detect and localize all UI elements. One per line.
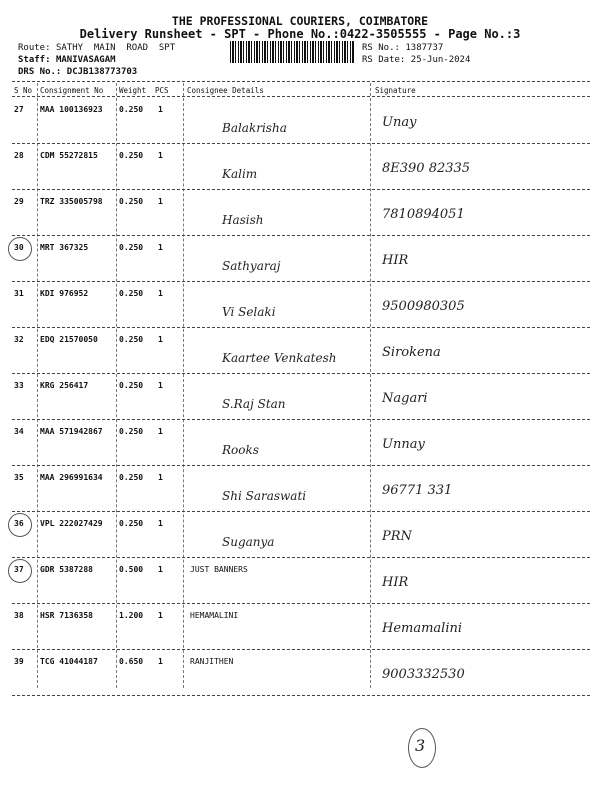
rs-date-value: 25-Jun-2024 [410,55,471,65]
row-sno: 30 [14,243,24,252]
row-sno: 34 [14,427,24,436]
rs-date-label: RS Date: [362,55,406,65]
row-sno: 38 [14,611,24,620]
row-separator [12,649,590,650]
row-pcs: 1 [158,151,163,160]
row-separator [12,511,590,512]
row-weight: 0.250 [119,427,144,436]
row-consignee-handwriting: Suganya [222,535,275,549]
row-consignee: HEMAMALINI [190,611,239,620]
col-header-consignee: Consignee Details [187,86,264,95]
row-consignee-handwriting: Kaartee Venkatesh [222,351,337,365]
row-signature: Sirokena [382,345,441,360]
row-pcs: 1 [158,427,163,436]
row-signature: 8E390 82335 [382,161,471,176]
rs-no-line [362,43,443,53]
row-signature: HIR [382,253,409,268]
row-pcs: 1 [158,335,163,344]
col-divider [183,83,184,688]
row-sno: 37 [14,565,24,574]
row-separator [12,603,590,604]
col-divider [116,83,117,688]
sno-circle-mark [8,237,32,261]
row-weight: 0.650 [119,657,144,666]
row-sno: 35 [14,473,24,482]
col-divider [370,83,371,688]
row-weight: 0.250 [119,519,144,528]
staff-value: MANIVASAGAM [55,55,116,65]
row-signature: Hemamalini [382,621,463,636]
row-separator [12,557,590,558]
row-consignee-handwriting: Shi Saraswati [222,489,307,503]
row-signature: 9500980305 [382,299,465,314]
header-rule-bottom [12,96,590,97]
row-consignment-no: MAA 100136923 [40,105,103,114]
row-signature: Nagari [382,391,428,406]
row-consignment-no: EDQ 21570050 [40,335,98,344]
row-separator [12,465,590,466]
row-weight: 1.200 [119,611,144,620]
col-header-weight: Weight [119,86,147,95]
row-consignment-no: KDI 976952 [40,289,89,298]
row-consignee-handwriting: Sathyaraj [222,259,281,273]
row-weight: 0.250 [119,335,144,344]
row-consignment-no: TCG 41044187 [40,657,98,666]
row-separator [12,143,590,144]
row-sno: 29 [14,197,24,206]
col-header-pcs: PCS [155,86,169,95]
rs-no-value: 1387737 [405,43,444,53]
company-title: THE PROFESSIONAL COURIERS, COIMBATORE [171,14,429,28]
row-consignee-handwriting: Kalim [222,167,258,181]
row-pcs: 1 [158,105,163,114]
row-consignment-no: GDR 5387288 [40,565,93,574]
row-pcs: 1 [158,611,163,620]
row-separator [12,235,590,236]
row-weight: 0.250 [119,473,144,482]
header-rule-top [12,81,590,82]
row-consignment-no: MAA 571942867 [40,427,103,436]
row-consignee: JUST BANNERS [190,565,248,574]
row-signature: 96771 331 [382,483,453,498]
row-separator [12,373,590,374]
row-signature: PRN [382,529,412,544]
row-separator [12,189,590,190]
drs-value: DCJB138773703 [66,67,138,77]
sno-circle-mark [8,513,32,537]
row-weight: 0.250 [119,197,144,206]
row-consignment-no: HSR 7136358 [40,611,93,620]
route-value: SATHY MAIN ROAD SPT [55,43,176,53]
row-signature: Unay [382,115,417,130]
col-divider [37,83,38,688]
row-signature: 9003332530 [382,667,465,682]
sno-circle-mark [8,559,32,583]
row-consignee-handwriting: Vi Selaki [222,305,276,319]
rs-no-label: RS No.: [362,43,400,53]
row-pcs: 1 [158,243,163,252]
col-header-signature: Signature [375,86,416,95]
row-consignment-no: VPL 222027429 [40,519,103,528]
row-weight: 0.250 [119,243,144,252]
route-line [18,43,175,53]
row-sno: 36 [14,519,24,528]
route-label: Route: [18,43,51,53]
row-consignment-no: TRZ 335005798 [40,197,103,206]
row-sno: 33 [14,381,24,390]
row-sno: 32 [14,335,24,344]
row-signature: 7810894051 [382,207,465,222]
row-consignee-handwriting: Rooks [222,443,259,457]
row-weight: 0.250 [119,381,144,390]
row-separator [12,419,590,420]
row-pcs: 1 [158,657,163,666]
barcode [230,41,355,63]
row-consignee-handwriting: S.Raj Stan [222,397,286,411]
row-consignment-no: CDM 55272815 [40,151,98,160]
drs-line [18,67,137,77]
row-weight: 0.250 [119,289,144,298]
row-sno: 28 [14,151,24,160]
row-consignment-no: MRT 367325 [40,243,89,252]
row-sno: 31 [14,289,24,298]
row-pcs: 1 [158,381,163,390]
row-weight: 0.250 [119,151,144,160]
row-separator [12,281,590,282]
row-weight: 0.250 [119,105,144,114]
drs-label: DRS No.: [18,67,62,77]
rs-date-line [362,55,470,65]
row-consignee: RANJITHEN [190,657,234,666]
row-sno: 39 [14,657,24,666]
row-separator [12,695,590,696]
page-mark: 3 [415,736,426,755]
staff-label: Staff: [18,55,51,65]
row-separator [12,327,590,328]
row-pcs: 1 [158,197,163,206]
runsheet-title: Delivery Runsheet - SPT - Phone No.:0422-3505555 - Page No.:3 [79,27,521,41]
row-pcs: 1 [158,519,163,528]
row-weight: 0.500 [119,565,144,574]
row-signature: HIR [382,575,409,590]
row-pcs: 1 [158,565,163,574]
col-header-sno: S No [14,86,33,95]
row-pcs: 1 [158,289,163,298]
row-pcs: 1 [158,473,163,482]
staff-line [18,55,116,65]
row-consignment-no: MAA 296991634 [40,473,103,482]
row-signature: Unnay [382,437,425,452]
row-consignee-handwriting: Balakrisha [222,121,287,135]
col-header-consignment: Consignment No [40,86,104,95]
row-consignment-no: KRG 256417 [40,381,89,390]
row-consignee-handwriting: Hasish [222,213,264,227]
row-sno: 27 [14,105,24,114]
